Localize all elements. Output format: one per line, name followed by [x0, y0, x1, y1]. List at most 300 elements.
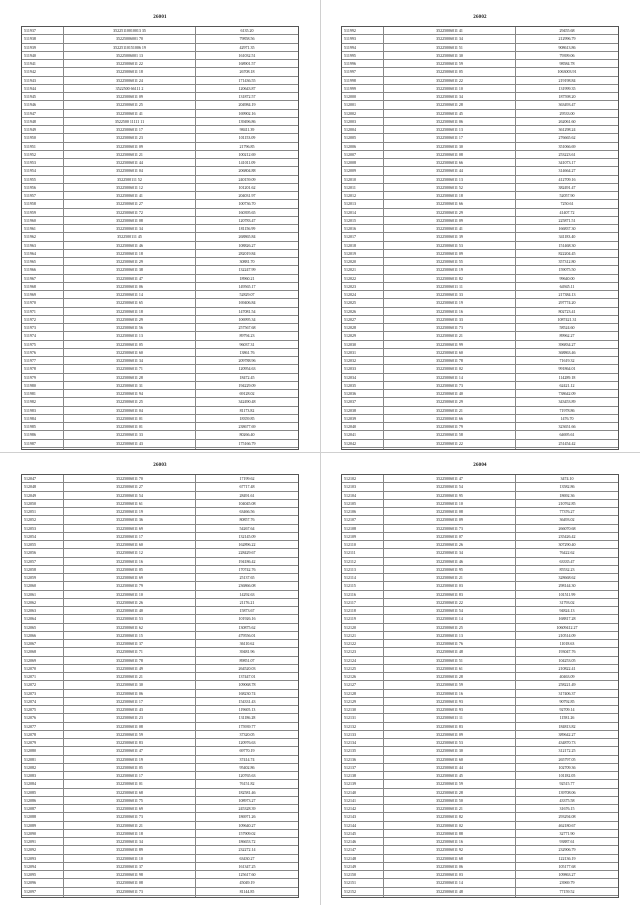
row-id-cell: 512047 — [22, 475, 64, 482]
row-amount-cell: 357312.80 — [558, 259, 576, 264]
table-row — [22, 863, 298, 871]
table-row — [22, 349, 298, 357]
row-code-cell: 35225006011 21 — [64, 151, 196, 158]
row-code-cell: 35225006011 45 — [384, 110, 516, 117]
row-id-cell: 512145 — [342, 830, 384, 837]
row-amount-cell: 282019.84 — [238, 250, 256, 256]
row-code-cell: 35225006011 31 — [64, 382, 196, 389]
row-id-cell: 512015 — [342, 217, 384, 224]
row-code-cell: 35225006011 79 — [384, 423, 516, 430]
row-amount-cell: 95402.86 — [239, 764, 255, 770]
row-id-cell: 512095 — [22, 871, 64, 878]
row-amount-cell: 108826.27 — [238, 242, 256, 248]
row-code-cell: 35225006011 09 — [64, 93, 196, 100]
row-id-cell: 512025 — [342, 299, 384, 306]
row-code-cell: 35225006011 72 — [64, 209, 196, 216]
row-amount-cell: 161032.51 — [238, 52, 256, 58]
row-amount-cell: 11581.26 — [559, 715, 575, 721]
table-row — [342, 151, 618, 159]
table-row — [342, 275, 618, 283]
row-amount-cell: 21176.21 — [239, 599, 255, 605]
row-id-cell: 512085 — [22, 789, 64, 796]
row-code-cell: 35225006011 19 — [384, 299, 516, 306]
row-code-cell: 35225006011 22 — [384, 599, 516, 606]
table-row — [22, 739, 298, 747]
row-amount-cell: 100736.70 — [238, 201, 256, 207]
row-amount-cell: 168230.74 — [238, 690, 256, 696]
table-row — [342, 855, 618, 863]
row-code-cell: 35225006011 08 — [64, 879, 196, 886]
row-amount-cell: 187598.20 — [558, 94, 576, 99]
table-row — [22, 390, 298, 398]
row-id-cell: 512135 — [342, 747, 384, 754]
table-row — [342, 341, 618, 349]
row-code-cell: 35225006011 69 — [64, 525, 196, 532]
row-amount-cell: 312172.25 — [558, 748, 576, 754]
row-amount-cell: 264520.03 — [238, 665, 256, 671]
row-code-cell: 35225006011 88 — [384, 830, 516, 837]
row-amount-cell: 210514.09 — [558, 632, 576, 638]
row-code-cell: 35225006011 33 — [384, 316, 516, 323]
row-id-cell: 511937 — [22, 27, 64, 34]
row-amount-cell: 79858.56 — [239, 36, 255, 42]
table-row — [342, 283, 618, 291]
row-id-cell: 512106 — [342, 508, 384, 515]
row-code-cell: 35225006011 94 — [64, 390, 196, 397]
row-amount-cell — [516, 896, 618, 898]
row-id-cell: 512142 — [342, 805, 384, 812]
table-row — [22, 558, 298, 566]
table-row — [22, 77, 298, 85]
row-amount-cell: 314664.27 — [558, 168, 576, 174]
table-row — [22, 648, 298, 656]
row-id-cell: 512090 — [22, 830, 64, 837]
row-code-cell: 35225006011 40 — [384, 390, 516, 397]
row-code-cell: 35225006011 24 — [64, 77, 196, 84]
table-row — [342, 258, 618, 266]
row-id-cell: 512096 — [22, 879, 64, 886]
row-code-cell: 35225006011 89 — [64, 846, 196, 853]
row-amount-cell: 52829.07 — [239, 292, 255, 297]
row-id-cell: 512012 — [342, 192, 384, 199]
row-id-cell: 512022 — [342, 275, 384, 282]
table-row — [342, 291, 618, 299]
row-amount-cell: 175939.77 — [238, 723, 256, 729]
table-row — [342, 266, 618, 274]
row-code-cell: 35225006011 30 — [384, 143, 516, 150]
table-row — [342, 423, 618, 431]
row-code-cell: 35225006011 27 — [64, 483, 196, 490]
row-id-cell: 512088 — [22, 813, 64, 820]
row-amount-cell: 6135.20 — [240, 28, 254, 33]
row-id-cell: 512030 — [342, 341, 384, 348]
table-row — [22, 607, 298, 615]
row-amount-cell: 1063003.91 — [557, 69, 577, 75]
row-code-cell: 35225006011 36 — [64, 516, 196, 523]
row-code-cell: 35225006011 03 — [384, 871, 516, 878]
table-row — [22, 440, 298, 448]
table-row — [22, 27, 298, 35]
row-amount-cell: 125617.60 — [238, 872, 256, 877]
table-row — [22, 797, 298, 805]
row-code-cell: 35225006011 21 — [64, 822, 196, 829]
row-amount-cell: 217384.13 — [558, 292, 576, 297]
row-amount-cell: 40463.09 — [559, 674, 575, 679]
table-row — [22, 192, 298, 200]
row-id-cell: 511942 — [22, 68, 64, 75]
row-amount-cell: 120783.47 — [238, 217, 256, 223]
row-id-cell: 512107 — [342, 516, 384, 523]
row-amount-cell: 161347.25 — [238, 863, 256, 869]
row-amount-cell: 17199.62 — [239, 476, 255, 481]
row-amount-cell — [196, 896, 298, 898]
row-code-cell: 35225006011 48 — [384, 648, 516, 655]
row-id-cell: 511973 — [22, 324, 64, 331]
table-row — [342, 134, 618, 142]
row-id-cell: 512062 — [22, 599, 64, 606]
table-row — [22, 266, 298, 274]
row-id-cell: 512066 — [22, 632, 64, 639]
row-amount-cell: 479556.01 — [238, 632, 256, 638]
row-amount-cell: 77159.52 — [559, 888, 575, 894]
row-amount-cell: 262061.60 — [558, 118, 576, 124]
row-amount-cell: 109640.27 — [238, 822, 256, 828]
row-code-cell: 35225006011 75 — [64, 797, 196, 804]
row-code-cell: 35225006011 69 — [64, 805, 196, 812]
row-amount-cell: 43375.58 — [559, 797, 575, 803]
row-code-cell: 35225006011 07 — [384, 533, 516, 540]
table-row — [22, 582, 298, 590]
row-code-cell: 35225006011 08 — [384, 151, 516, 158]
row-amount-cell: 100212.69 — [238, 151, 256, 157]
row-code-cell: 35225006011 40 — [64, 607, 196, 614]
row-id-cell: 511971 — [22, 308, 64, 315]
row-id-cell: 511954 — [22, 167, 64, 174]
row-amount-cell: 258221.49 — [558, 682, 576, 688]
row-amount-cell: 92709.14 — [559, 707, 575, 712]
row-code-cell: 35225006011 68 — [64, 789, 196, 796]
row-code-cell: 35225006011 71 — [64, 365, 196, 372]
table-row — [22, 747, 298, 755]
row-amount-cell: 11018.63 — [559, 641, 575, 646]
row-amount-cell: 105177.68 — [558, 863, 576, 869]
table-panel-26003 — [21, 460, 299, 900]
row-id-cell: 512144 — [342, 822, 384, 829]
row-amount-cell: 108973.27 — [238, 797, 256, 803]
row-id-cell: 512087 — [22, 805, 64, 812]
row-id-cell: 512131 — [342, 714, 384, 721]
row-id-cell: 512121 — [342, 632, 384, 639]
row-amount-cell: 99640.00 — [559, 275, 575, 281]
table-row — [22, 423, 298, 431]
row-id-cell: 512053 — [22, 525, 64, 532]
row-amount-cell: 162896.22 — [238, 542, 256, 547]
row-id-cell: 512127 — [342, 681, 384, 688]
table-row — [22, 830, 298, 838]
table-row — [342, 233, 618, 241]
table-row — [22, 772, 298, 780]
table-row — [342, 332, 618, 340]
row-id-cell: 511965 — [22, 258, 64, 265]
table-row — [22, 398, 298, 406]
table-row — [22, 35, 298, 43]
row-code-cell: 35225006011 25 — [64, 101, 196, 108]
row-code-cell: 3522500111 52 — [64, 176, 196, 183]
row-id-cell: 512125 — [342, 665, 384, 672]
table-row — [342, 382, 618, 390]
table-row — [342, 624, 618, 632]
table-row — [342, 299, 618, 307]
table-row — [342, 407, 618, 415]
table-row — [22, 624, 298, 632]
row-amount-cell: 204031.97 — [238, 193, 256, 198]
row-id-cell: 512011 — [342, 184, 384, 191]
row-code-cell: 35225006011 44 — [384, 764, 516, 771]
row-code-cell: 35225006011 95 — [384, 492, 516, 499]
row-code-cell: 35225006011 44 — [384, 167, 516, 174]
row-code-cell: 35225006011 18 — [64, 308, 196, 315]
row-amount-cell: 297774.20 — [558, 300, 576, 306]
table-row — [22, 151, 298, 159]
row-amount-cell: 186971.26 — [238, 814, 256, 820]
table-row — [22, 871, 298, 879]
row-id-cell: 511998 — [342, 77, 384, 84]
table-row — [342, 242, 618, 250]
row-id-cell: 512065 — [22, 624, 64, 631]
row-code-cell: 3522500 66111 2 — [64, 85, 196, 92]
row-amount-cell: 341073.17 — [558, 160, 576, 165]
row-id-cell: 512097 — [22, 888, 64, 895]
row-id-cell: 512055 — [22, 541, 64, 548]
table-row — [342, 863, 618, 871]
row-code-cell: 35225006011 16 — [64, 558, 196, 565]
row-id-cell: 512128 — [342, 690, 384, 697]
row-code-cell: 35225006011 98 — [64, 871, 196, 878]
row-amount-cell: 94824.13 — [559, 608, 575, 613]
row-amount-cell: 18692.36 — [559, 492, 575, 498]
row-code-cell: 35225006011 56 — [64, 324, 196, 331]
row-id-cell: 511945 — [22, 93, 64, 100]
row-id-cell: 512026 — [342, 308, 384, 315]
row-code-cell: 35225006011 25 — [64, 398, 196, 405]
table-row — [22, 698, 298, 706]
row-code-cell: 35225006011 51 — [384, 44, 516, 51]
row-code-cell: 35225006011 16 — [384, 838, 516, 845]
row-code-cell: 35225006011 18 — [64, 250, 196, 257]
row-amount-cell: 90792.85 — [559, 698, 575, 704]
table-row — [22, 591, 298, 599]
row-code-cell: 35225006011 53 — [384, 242, 516, 249]
row-code-cell: 35225006011 05 — [384, 68, 516, 75]
row-id-cell: 511939 — [22, 44, 64, 51]
row-code-cell: 35225006011 06 — [64, 690, 196, 697]
row-code-cell: 35225006011 62 — [64, 624, 196, 631]
row-id-cell: 512068 — [22, 648, 64, 655]
row-id-cell: 511956 — [22, 184, 64, 191]
table-row — [342, 143, 618, 151]
row-amount-cell: 101926.16 — [238, 616, 256, 622]
row-id-cell: 511962 — [22, 233, 64, 240]
row-amount-cell: 170742.76 — [238, 566, 256, 572]
row-amount-cell: 89794.23 — [239, 333, 255, 339]
row-id-cell: 512150 — [342, 871, 384, 878]
row-amount-cell: 434870.73 — [558, 740, 576, 745]
table-row — [22, 805, 298, 813]
row-amount-cell: 328668.62 — [558, 575, 576, 580]
table-row — [342, 764, 618, 772]
row-id-cell: 511958 — [22, 200, 64, 207]
row-id-cell: 511943 — [22, 77, 64, 84]
row-amount-cell: 106995.34 — [238, 316, 256, 322]
row-amount-cell: 343453.89 — [558, 399, 576, 405]
row-amount-cell: 139708.06 — [558, 789, 576, 795]
row-code-cell: 35225006011 28 — [64, 374, 196, 381]
data-table — [21, 474, 299, 898]
row-id-cell: 511992 — [342, 27, 384, 34]
row-id-cell: 511938 — [22, 35, 64, 42]
table-row — [342, 657, 618, 665]
row-code-cell: 35225006011 19 — [64, 756, 196, 763]
row-code-cell: 35225006011 29 — [384, 209, 516, 216]
table-row — [22, 813, 298, 821]
row-id-cell: 512083 — [22, 772, 64, 779]
table-row — [22, 566, 298, 574]
row-amount-cell: 212996.79 — [558, 36, 576, 42]
row-id-cell: 512041 — [342, 431, 384, 438]
row-code-cell: 35225006011 71 — [64, 648, 196, 655]
row-id-cell: 512072 — [22, 681, 64, 688]
row-code-cell: 35225006011 02 — [384, 822, 516, 829]
row-code-cell: 35225006011 79 — [64, 582, 196, 589]
row-amount-cell: 63466.56 — [239, 509, 255, 514]
row-code-cell: 35225006011 09 — [384, 516, 516, 523]
table-row — [22, 299, 298, 307]
row-amount-cell: 76422.62 — [559, 550, 575, 556]
row-code-cell: 35225006011 22 — [384, 77, 516, 84]
panel-title: 26002 — [473, 15, 487, 20]
row-code-cell: 35225006011 13 — [64, 332, 196, 339]
table-row — [22, 291, 298, 299]
table-row — [342, 68, 618, 76]
row-id-cell: 512093 — [22, 855, 64, 862]
row-code-cell: 35225006011 43 — [64, 706, 196, 713]
table-row — [342, 756, 618, 764]
row-id-cell: 512064 — [22, 615, 64, 622]
table-panel-26001 — [21, 12, 299, 452]
row-id-cell: 512120 — [342, 624, 384, 631]
row-amount-cell: 396834.27 — [558, 341, 576, 347]
row-id-cell — [342, 896, 384, 898]
row-id-cell: 511952 — [22, 151, 64, 158]
row-id-cell: 512027 — [342, 316, 384, 323]
table-row — [342, 508, 618, 516]
row-amount-cell: 80857.76 — [239, 517, 255, 523]
row-code-cell: 35225006011 23 — [64, 714, 196, 721]
row-code-cell: 35225006011 04 — [64, 167, 196, 174]
row-id-cell: 511967 — [22, 275, 64, 282]
table-row — [22, 242, 298, 250]
row-amount-cell: 101201.62 — [238, 184, 256, 190]
row-code-cell: 35225006011 46 — [384, 558, 516, 565]
row-code-cell: 35225006011 13 — [384, 632, 516, 639]
table-row — [342, 500, 618, 508]
row-id-cell: 512075 — [22, 706, 64, 713]
table-row — [342, 582, 618, 590]
row-code-cell: 35225006011 59 — [384, 60, 516, 67]
row-id-cell: 512017 — [342, 233, 384, 240]
row-code-cell: 35225006011 93 — [384, 706, 516, 713]
row-id-cell: 512152 — [342, 888, 384, 895]
row-id-cell: 512112 — [342, 558, 384, 565]
table-row — [342, 357, 618, 365]
row-code-cell: 35225006011 13 — [384, 176, 516, 183]
table-row — [342, 789, 618, 797]
table-row — [22, 283, 298, 291]
row-id-cell: 512001 — [342, 101, 384, 108]
row-id-cell: 511996 — [342, 60, 384, 67]
row-id-cell: 512003 — [342, 118, 384, 125]
row-code-cell: 35225006011 17 — [64, 126, 196, 133]
row-code-cell: 35225006011 26 — [384, 541, 516, 548]
table-row — [22, 789, 298, 797]
row-code-cell: 35225006011 34 — [384, 93, 516, 100]
row-amount-cell: 168901.57 — [238, 61, 256, 66]
row-code-cell: 35225006011 18 — [64, 830, 196, 837]
row-code-cell: 35225006011 01 — [64, 415, 196, 422]
row-amount-cell: 382491.47 — [558, 184, 576, 190]
row-amount-cell: 147081.54 — [238, 308, 256, 314]
row-amount-cell: 101153.09 — [238, 135, 256, 141]
row-code-cell: 35225006011 37 — [64, 863, 196, 870]
row-code-cell: 35225006011 95 — [384, 566, 516, 573]
table-row — [342, 374, 618, 382]
table-row — [342, 615, 618, 623]
row-code-cell: 35225006011 29 — [64, 316, 196, 323]
data-table — [341, 474, 619, 898]
table-row — [22, 714, 298, 722]
row-amount-cell: 389642.27 — [558, 731, 576, 737]
row-amount-cell: 341183.40 — [558, 234, 576, 240]
row-code-cell: 35225006011 60 — [384, 349, 516, 356]
row-amount-cell: 26708.18 — [239, 69, 255, 75]
row-id-cell: 511995 — [342, 52, 384, 59]
row-id-cell: 512018 — [342, 242, 384, 249]
row-amount-cell: 266070.68 — [558, 525, 576, 531]
row-id-cell: 512130 — [342, 706, 384, 713]
row-id-cell — [22, 896, 64, 898]
row-amount-cell: 25137.65 — [239, 575, 255, 580]
row-id-cell: 512146 — [342, 838, 384, 845]
table-row — [22, 85, 298, 93]
row-amount-cell: 79399.06 — [559, 52, 575, 58]
row-id-cell: 511985 — [22, 423, 64, 430]
row-amount-cell: 151468.30 — [558, 242, 576, 248]
row-amount-cell: 139496.86 — [238, 118, 256, 124]
row-amount-cell: 149565.17 — [238, 283, 256, 289]
row-amount-cell: 101182.05 — [558, 773, 576, 778]
row-id-cell: 511999 — [342, 85, 384, 92]
row-amount-cell: 154331.43 — [238, 698, 256, 704]
row-code-cell: 35225006011 73 — [384, 324, 516, 331]
row-code-cell: 35225006011 69 — [64, 574, 196, 581]
table-row — [22, 431, 298, 439]
row-amount-cell: 81144.85 — [239, 888, 255, 894]
table-row — [342, 813, 618, 821]
row-id-cell: 512061 — [22, 591, 64, 598]
row-code-cell: 35225006011 21 — [384, 574, 516, 581]
row-code-cell: 35225006011 10 — [64, 855, 196, 862]
table-row — [22, 143, 298, 151]
